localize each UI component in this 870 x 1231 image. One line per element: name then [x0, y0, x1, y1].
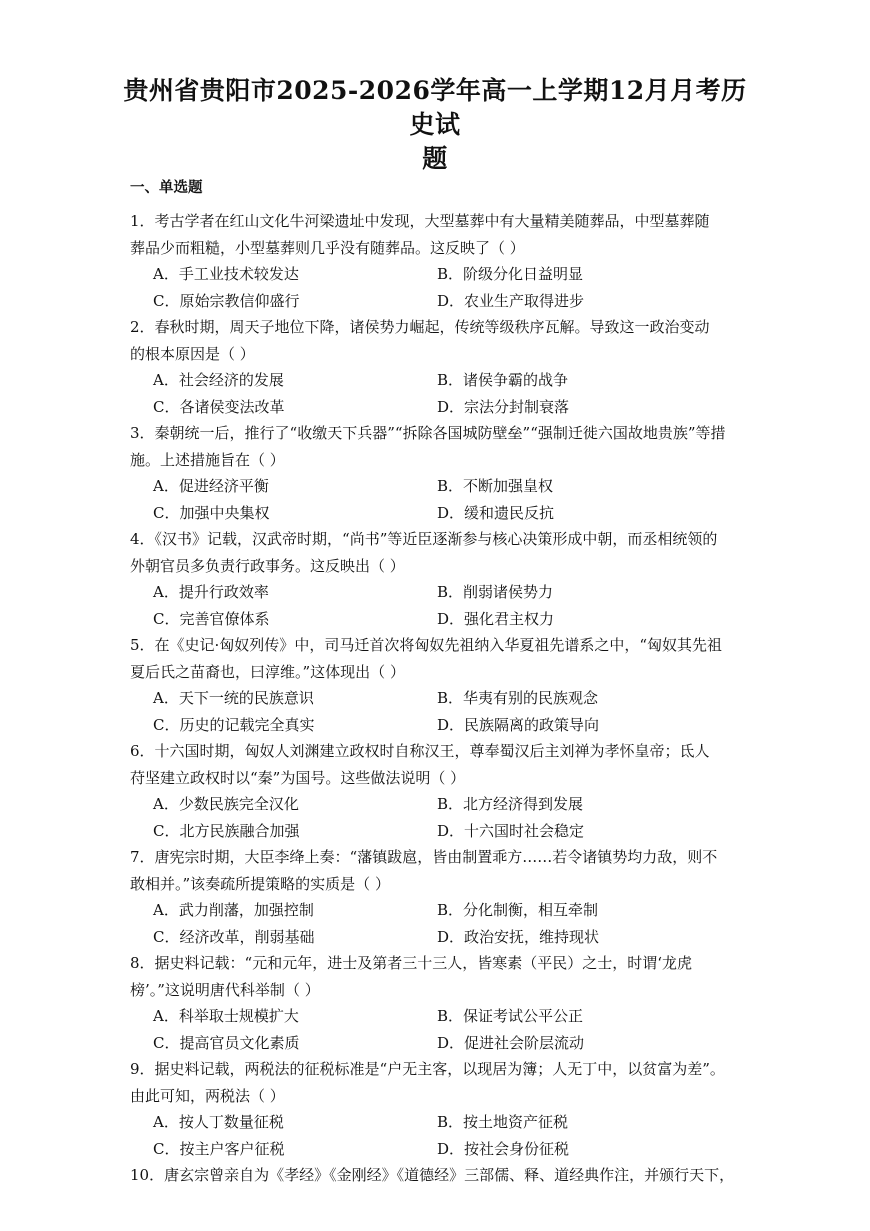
- title-line-1: 贵州省贵阳市2025-2026学年高一上学期12月月考历史试: [123, 76, 747, 139]
- question-stem-line: 敢相并。”该奏疏所提策略的实质是（ ）: [130, 874, 390, 893]
- section-heading: 一、单选题: [130, 179, 203, 196]
- answer-option: C．提高官员文化素质: [153, 1033, 300, 1052]
- answer-option: C．经济改革，削弱基础: [153, 927, 315, 946]
- answer-option: B．按土地资产征税: [437, 1113, 569, 1131]
- answer-option: A．促进经济平衡: [153, 477, 269, 495]
- question-stem-line: 由此可知，两税法（ ）: [130, 1086, 285, 1105]
- answer-option: C．各诸侯变法改革: [153, 397, 285, 416]
- question-stem-line: 的根本原因是（ ）: [130, 344, 255, 363]
- answer-option: A．手工业技术较发达: [153, 265, 299, 283]
- answer-option: C．完善官僚体系: [153, 609, 270, 628]
- answer-option: C．原始宗教信仰盛行: [153, 291, 300, 310]
- answer-option: D．强化君主权力: [437, 609, 555, 628]
- answer-option: A．提升行政效率: [153, 583, 269, 601]
- answer-option: A．社会经济的发展: [153, 371, 284, 389]
- answer-option: C．历史的记载完全真实: [153, 715, 315, 734]
- question-stem-line: 5．在《史记·匈奴列传》中，司马迁首次将匈奴先祖纳入华夏祖先谱系之中，“匈奴其先祖: [130, 636, 722, 654]
- question-stem-line: 葬品少而粗糙，小型墓葬则几乎没有随葬品。这反映了（ ）: [130, 238, 525, 257]
- answer-option: B．不断加强皇权: [437, 477, 554, 495]
- answer-option: C．北方民族融合加强: [153, 821, 300, 840]
- title-line-2: 题: [422, 144, 448, 173]
- question-stem-line: 施。上述措施旨在（ ）: [130, 450, 285, 469]
- answer-option: D．十六国时社会稳定: [437, 821, 585, 840]
- question-stem-line: 8．据史料记载：“元和元年，进士及第者三十三人，皆寒素（平民）之士，时谓‘龙虎: [130, 954, 692, 972]
- answer-option: B．北方经济得到发展: [437, 795, 584, 813]
- answer-option: D．政治安抚，维持现状: [437, 927, 600, 946]
- answer-option: D．民族隔离的政策导向: [437, 715, 600, 734]
- answer-option: B．华夷有别的民族观念: [437, 689, 599, 707]
- question-stem-line: 7．唐宪宗时期，大臣李绛上奏：“藩镇跋扈，皆由制置乖方……若令诸镇势均力敌，则不: [130, 848, 718, 866]
- answer-option: B．保证考试公平公正: [437, 1007, 584, 1025]
- answer-option: D．农业生产取得进步: [437, 291, 585, 310]
- answer-option: D．宗法分封制衰落: [437, 397, 570, 416]
- answer-option: D．缓和遗民反抗: [437, 503, 555, 522]
- answer-option: C．加强中央集权: [153, 503, 270, 522]
- answer-option: A．天下一统的民族意识: [153, 689, 314, 707]
- question-stem-line: 夏后氏之苗裔也，曰淳维。”这体现出（ ）: [130, 662, 405, 681]
- question-stem-line: 3．秦朝统一后，推行了“收缴天下兵器”“拆除各国城防壁垒”“强制迁徙六国故地贵族”等措: [130, 424, 726, 442]
- answer-option: B．分化制衡，相互牵制: [437, 901, 599, 919]
- answer-option: B．诸侯争霸的战争: [437, 371, 569, 389]
- answer-option: A．少数民族完全汉化: [153, 795, 299, 813]
- question-stem-line: 9．据史料记载，两税法的征税标准是“户无主客，以现居为簿；人无丁中，以贫富为差”。: [130, 1060, 725, 1078]
- answer-option: D．按社会身份征税: [437, 1139, 570, 1158]
- answer-option: A．按人丁数量征税: [153, 1113, 284, 1131]
- question-stem-line: 6．十六国时期，匈奴人刘渊建立政权时自称汉王，尊奉蜀汉后主刘禅为孝怀皇帝；氐人: [130, 742, 710, 760]
- question-stem-line: 10．唐玄宗曾亲自为《孝经》《金刚经》《道德经》三部儒、释、道经典作注，并颁行天下，: [130, 1166, 735, 1184]
- question-stem-line: 苻坚建立政权时以“秦”为国号。这些做法说明（ ）: [130, 768, 466, 787]
- answer-option: B．阶级分化日益明显: [437, 265, 584, 283]
- question-stem-line: 榜’。”这说明唐代科举制（ ）: [130, 980, 320, 999]
- answer-option: D．促进社会阶层流动: [437, 1033, 585, 1052]
- question-stem-line: 4．《汉书》记载，汉武帝时期，“尚书”等近臣逐渐参与核心决策形成中朝，而丞相统领的: [130, 530, 718, 548]
- answer-option: A．武力削藩，加强控制: [153, 901, 314, 919]
- answer-option: C．按主户客户征税: [153, 1139, 285, 1158]
- question-stem-line: 外朝官员多负责行政事务。这反映出（ ）: [130, 556, 405, 575]
- answer-option: A．科举取士规模扩大: [153, 1007, 299, 1025]
- question-stem-line: 2．春秋时期，周天子地位下降，诸侯势力崛起，传统等级秩序瓦解。导致这一政治变动: [130, 318, 710, 336]
- question-stem-line: 1．考古学者在红山文化牛河梁遗址中发现，大型墓葬中有大量精美随葬品，中型墓葬随: [130, 212, 710, 230]
- document-title: [120, 74, 750, 176]
- answer-option: B．削弱诸侯势力: [437, 583, 554, 601]
